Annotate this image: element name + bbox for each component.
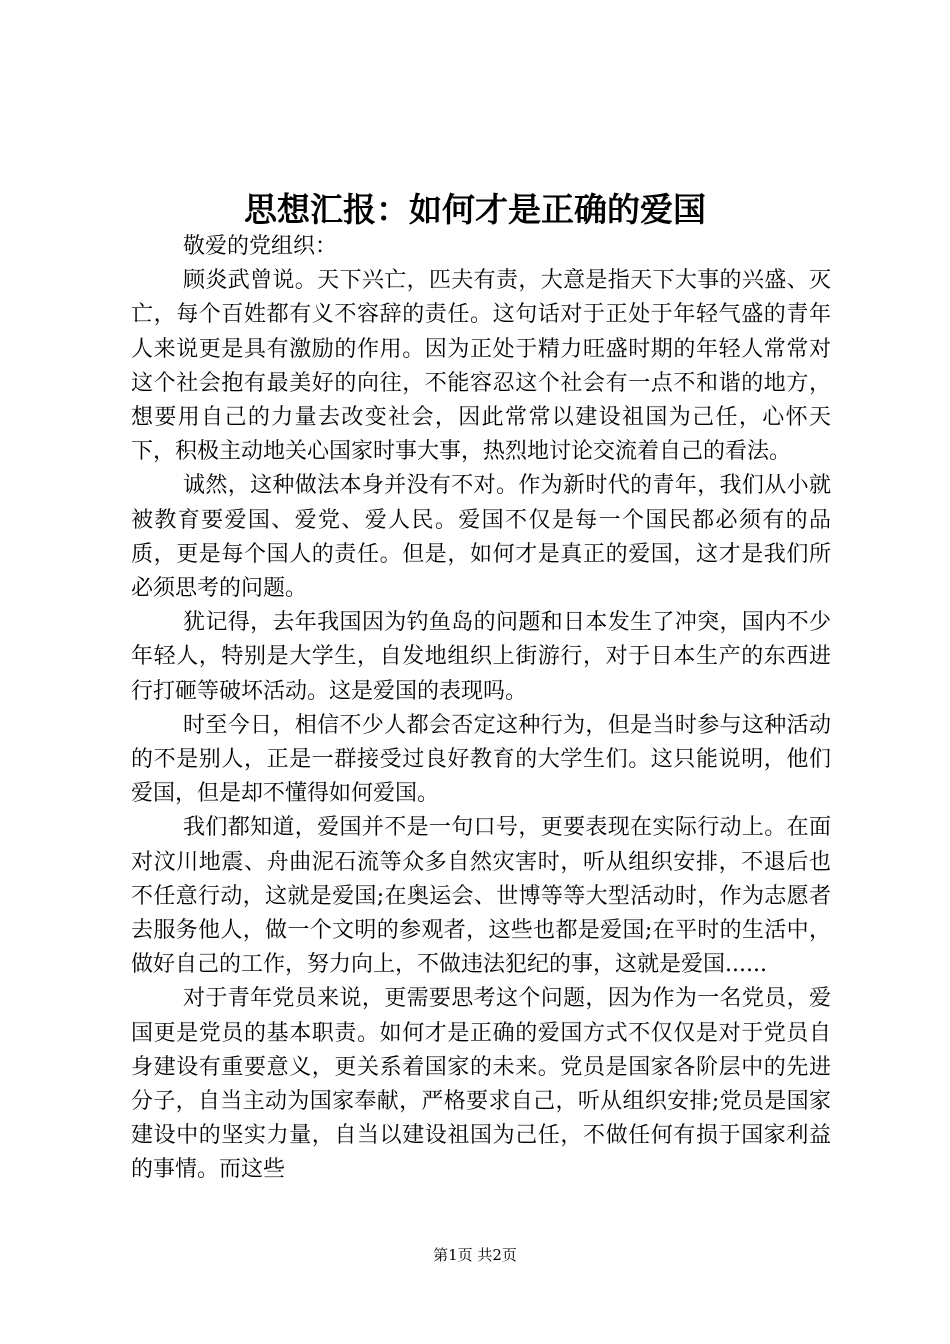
paragraph: 顾炎武曾说。天下兴亡，匹夫有责，大意是指天下大事的兴盛、灭亡，每个百姓都有义不容辞的责任。这句话对于正处于年轻气盛的青年人来说更是具有激励的作用。因为正处于精力旺盛时期的年轻人常常对这个社会抱有最美好的向往，不能容忍这个社会有一点不和谐的地方，想要用自己的力量去改变社会，因此常常以建设祖国为己任，心怀天下，积极主动地关心国家时事大事，热烈地讨论交流着自己的看法。 [131, 268, 831, 465]
paragraph: 时至今日，相信不少人都会否定这种行为，但是当时参与这种活动的不是别人，正是一群接受过良好教育的大学生们。这只能说明，他们爱国，但是却不懂得如何爱国。 [131, 712, 831, 807]
document-body [131, 230, 831, 1188]
paragraph: 我们都知道，爱国并不是一句口号，更要表现在实际行动上。在面对汶川地震、舟曲泥石流等众多自然灾害时，听从组织安排，不退后也不任意行动，这就是爱国;在奥运会、世博等等大型活动时，作为志愿者去服务他人，做一个文明的参观者，这些也都是爱国;在平时的生活中，做好自己的工作，努力向上，不做违法犯纪的事，这就是爱国...... [131, 815, 831, 978]
paragraph: 诚然，这种做法本身并没有不对。作为新时代的青年，我们从小就被教育要爱国、爱党、爱人民。爱国不仅是每一个国民都必须有的品质，更是每个国人的责任。但是，如何才是真正的爱国，这才是我们所必须思考的问题。 [131, 473, 831, 602]
document-title: 思想汇报：如何才是正确的爱国 [244, 190, 706, 229]
page-footer: 第1页 共2页 [433, 1246, 517, 1264]
paragraph: 犹记得，去年我国因为钓鱼岛的问题和日本发生了冲突，国内不少年轻人，特别是大学生，自发地组织上街游行，对于日本生产的东西进行打砸等破坏活动。这是爱国的表现吗。 [131, 610, 831, 704]
salutation: 敬爱的党组织： [183, 234, 338, 259]
paragraph: 对于青年党员来说，更需要思考这个问题，因为作为一名党员，爱国更是党员的基本职责。如何才是正确的爱国方式不仅仅是对于党员自身建设有重要意义，更关系着国家的未来。党员是国家各阶层中的先进分子，自当主动为国家奉献，严格要求自己，听从组织安排;党员是国家建设中的坚实力量，自当以建设祖国为己任，不做任何有损于国家利益的事情。而这些 [131, 986, 831, 1183]
